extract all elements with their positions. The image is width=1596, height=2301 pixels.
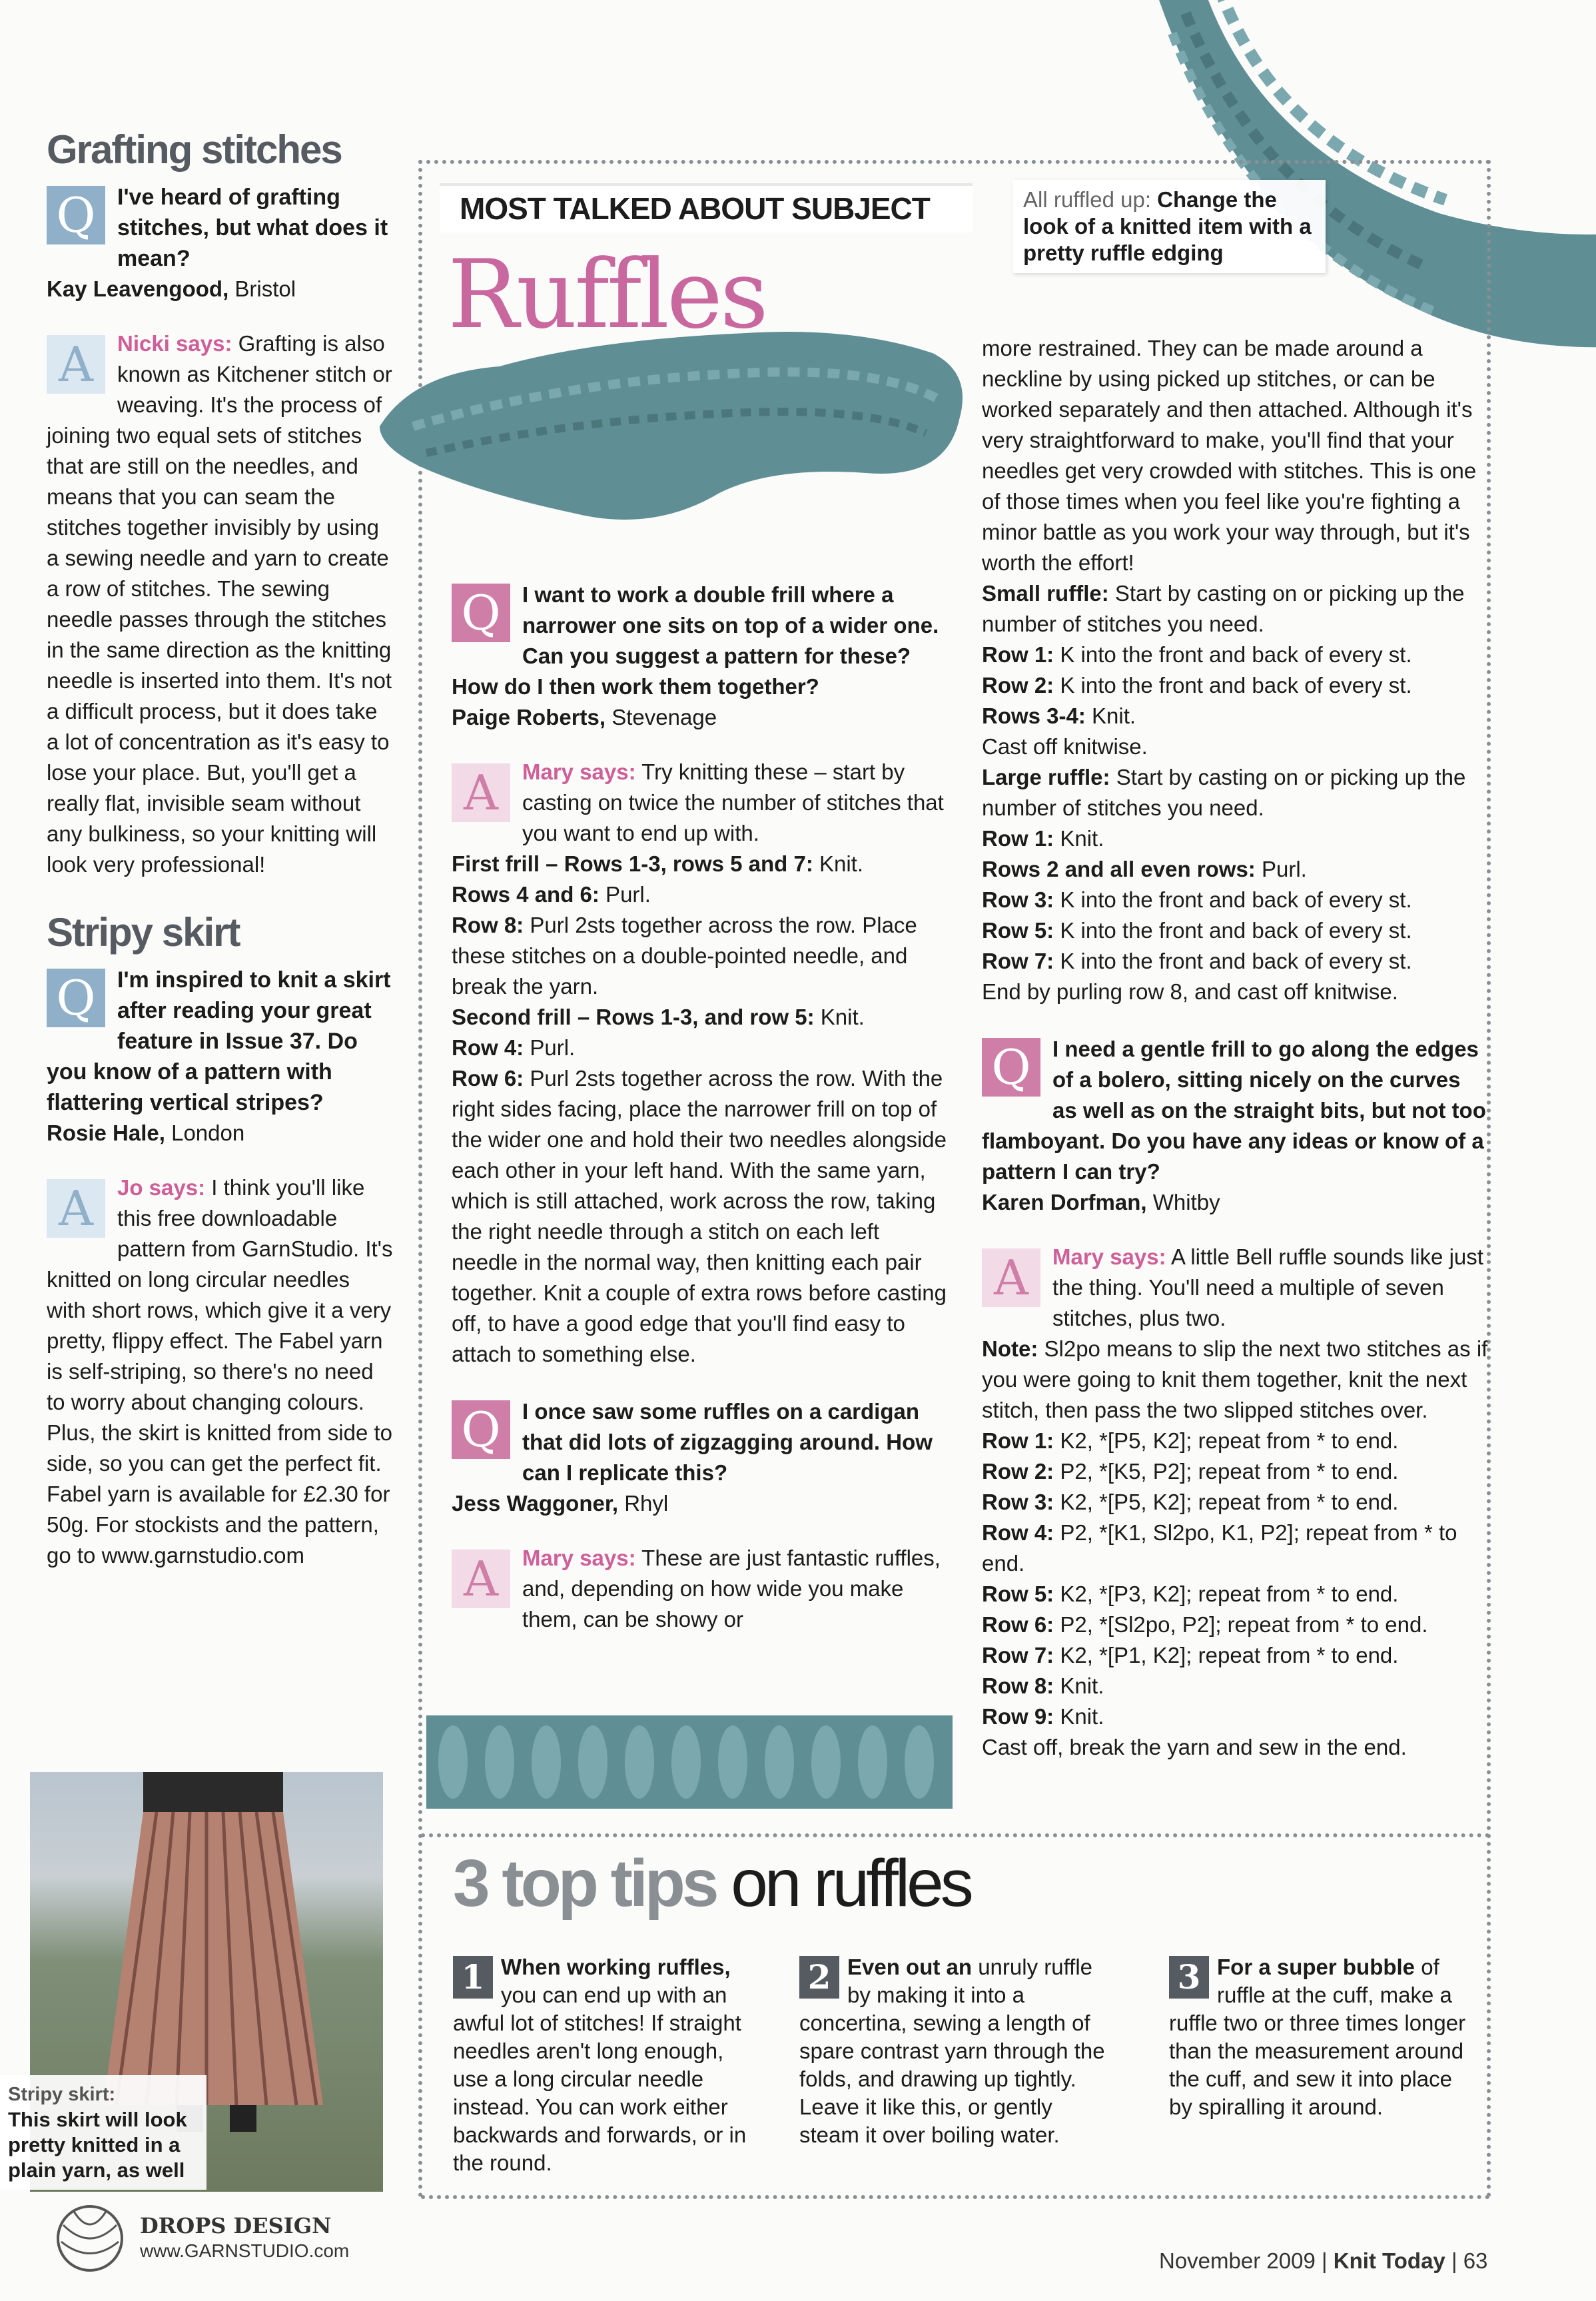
- instruction-text: K2, *[P3, K2]; repeat from * to end.: [1054, 1582, 1399, 1606]
- q2-instruction-line: [982, 670, 1488, 701]
- q2-instruction-line: [982, 885, 1488, 915]
- logo-url[interactable]: www.GARNSTUDIO.com: [140, 2240, 350, 2261]
- instruction-text: K into the front and back of every st.: [1054, 918, 1412, 943]
- q3-answer: A little Bell ruffle sounds like just the thing. You'll need a multiple of seven stitches, plus two.: [1052, 1244, 1483, 1330]
- q2-instruction-line: [982, 854, 1488, 885]
- tip-3-bold: For a super bubble: [1217, 1955, 1415, 1979]
- tips-title: [453, 1845, 971, 1922]
- skirt-section: [47, 909, 393, 1571]
- grafting-answer-by: Nicki says:: [117, 331, 232, 356]
- skirt-answer: I think you'll like this free downloadable pattern from GarnStudio. It's knitted on long circular needles with short rows, which give it a very pretty, flippy effect. The Fabel yarn is self-striping, so there's no need to worry about changing colours. Plus, the skirt is knitted from side to side, so you can get the perfect fit. Fabel yarn is available for £2.30 for 50g. For stockists and the pattern, go to www.garnstudio.com: [47, 1175, 393, 1568]
- q1-instruction-line: [452, 1033, 951, 1063]
- logo-name: DROPS DESIGN: [140, 2213, 332, 2238]
- skirt-question-block: [47, 965, 393, 1149]
- q3-instructions: [982, 1334, 1488, 1763]
- instruction-label: Row 1:: [982, 826, 1054, 851]
- footer-magazine: Knit Today: [1333, 2248, 1445, 2273]
- q3-answer-by: Mary says:: [1052, 1244, 1166, 1269]
- q3-question: I need a gentle frill to go along the edges of a bolero, sitting nicely on the curves as well as on the straight bits, but not too flamboyant. Do you have any ideas or know of a pattern I can try?: [982, 1037, 1486, 1184]
- q2-instructions: [982, 578, 1488, 1007]
- instruction-label: Row 4:: [452, 1035, 524, 1060]
- skirt-caption-head: Stripy skirt:: [8, 2084, 116, 2105]
- instruction-label: Large ruffle:: [982, 765, 1110, 789]
- q3-instruction-line: [982, 1518, 1488, 1579]
- q3-instruction-line: [982, 1579, 1488, 1610]
- instruction-label: Row 5:: [982, 918, 1054, 943]
- ruffle-caption-head: All ruffled up:: [1023, 187, 1152, 212]
- q2-answer-by: Mary says:: [522, 1546, 636, 1570]
- q1-instruction-line: [452, 910, 951, 1002]
- instruction-text: K2, *[P5, K2]; repeat from * to end.: [1054, 1428, 1399, 1453]
- tip-3-text: of ruffle at the cuff, make a ruffle two or three times longer than the measurement around the cuff, and sew it into place by spiralling it around.: [1169, 1955, 1466, 2119]
- q3-instruction-line: [982, 1487, 1488, 1518]
- tip-2-bold: Even out an: [847, 1955, 973, 1979]
- q2-instruction-line: [982, 823, 1488, 854]
- instruction-text: Purl 2sts together across the row. With the right sides facing, place the narrower frill on top of the wider one and hold their two needles alongside each other in your left hand. With the same yarn, which is still attached, work across the row, taking the right needle through a stitch on each left needle in the normal way, then knitting each pair together. Knit a couple of extra rows before casting off, to have a good edge that you'll find easy to attach to something else.: [452, 1066, 947, 1366]
- instruction-label: Row 4:: [982, 1520, 1054, 1545]
- skirt-asker-name: Rosie Hale,: [47, 1121, 165, 1145]
- skirt-caption-body: This skirt will look pretty knitted in a plain yarn, as well: [8, 2108, 187, 2182]
- q1-instruction-line: [452, 1063, 951, 1370]
- q2-instruction-line: [982, 946, 1488, 977]
- instruction-text: K2, *[P5, K2]; repeat from * to end.: [1054, 1490, 1399, 1514]
- garn-yarn-ball-icon: [53, 2198, 127, 2278]
- right-column: [982, 333, 1488, 1763]
- q3-question-block: [982, 1034, 1488, 1218]
- drops-design-logo: [53, 2192, 373, 2285]
- instruction-label: Row 1:: [982, 642, 1054, 667]
- q1-instructions: [452, 849, 951, 1370]
- q2-instruction-line: [982, 640, 1488, 670]
- instruction-label: Row 7:: [982, 949, 1054, 973]
- q3-asker-place: Whitby: [1146, 1190, 1220, 1214]
- q3-instruction-line: [982, 1426, 1488, 1456]
- instruction-label: Row 2:: [982, 673, 1054, 697]
- q2-answer: These are just fantastic ruffles, and, depending on how wide you make them, can be showy or: [522, 1546, 941, 1631]
- skirt-asker-place: London: [165, 1121, 245, 1145]
- tip-2: [799, 1953, 1106, 2149]
- tips-divider: [421, 1833, 1490, 1837]
- instruction-text: P2, *[K1, Sl2po, K1, P2]; repeat from * to end.: [982, 1520, 1457, 1576]
- instruction-text: Purl.: [599, 882, 651, 907]
- q2-instruction-line: [982, 578, 1488, 640]
- instruction-text: Knit.: [814, 1005, 865, 1029]
- q2-question: I once saw some ruffles on a cardigan that did lots of zigzagging around. How can I replicate this?: [522, 1399, 933, 1485]
- tip-1-text: you can end up with an awful lot of stitches! If straight needles aren't long enough, use a long circular needle instead. You can work either backwards and forwards, or in the round.: [453, 1983, 747, 2175]
- instruction-label: Small ruffle:: [982, 581, 1109, 606]
- question-q-icon: Q: [47, 186, 105, 244]
- instruction-text: K into the front and back of every st.: [1054, 887, 1412, 912]
- q2-question-block: [452, 1396, 951, 1519]
- q1-answer: Try knitting these – start by casting on twice the number of stitches that you want to end up with.: [522, 759, 944, 845]
- page-title: Ruffles: [448, 240, 766, 350]
- instruction-text: Start by casting on or picking up the number of stitches you need.: [982, 765, 1466, 820]
- instruction-label: Rows 4 and 6:: [452, 882, 599, 907]
- instruction-label: Second frill – Rows 1-3, and row 5:: [452, 1005, 815, 1029]
- q1-instruction-line: [452, 849, 951, 879]
- subject-banner-text: MOST TALKED ABOUT SUBJECT: [460, 191, 930, 226]
- ruffle-photo-caption: [1012, 180, 1326, 273]
- instruction-text: Cast off, break the yarn and sew in the end.: [982, 1735, 1407, 1759]
- instruction-label: Row 6:: [982, 1612, 1054, 1637]
- instruction-text: K into the front and back of every st.: [1054, 642, 1412, 667]
- question-q-icon: Q: [47, 969, 105, 1027]
- q2-instruction-line: [982, 731, 1488, 762]
- grafting-asker-place: Bristol: [228, 276, 296, 301]
- q1-question: I want to work a double frill where a narrower one sits on top of a wider one. Can you suggest a pattern for these? How do I then work them together?: [452, 582, 939, 699]
- grafting-question: I've heard of grafting stitches, but what does it mean?: [117, 185, 388, 271]
- q2-instruction-line: [982, 701, 1488, 731]
- tips-title-grey: 3 top tips: [453, 1846, 716, 1921]
- middle-column: [452, 580, 951, 1635]
- skirt-photo-caption: [0, 2075, 206, 2190]
- tip-1: [453, 1953, 759, 2177]
- instruction-text: K into the front and back of every st.: [1054, 673, 1412, 697]
- grafting-section: [47, 127, 393, 880]
- q3-instruction-line: [982, 1610, 1488, 1640]
- answer-a-icon: A: [452, 1550, 510, 1608]
- q2-instruction-line: [982, 762, 1488, 823]
- tips-bottom-border: [421, 2195, 1490, 2199]
- page-footer: November 2009 | Knit Today | 63: [1159, 2248, 1488, 2273]
- question-q-icon: Q: [452, 1400, 510, 1459]
- answer-a-icon: A: [452, 763, 510, 822]
- tips-title-dark: on ruffles: [715, 1846, 971, 1921]
- instruction-label: Row 1:: [982, 1428, 1054, 1453]
- answer-a-icon: A: [47, 1179, 105, 1238]
- instruction-label: Row 2:: [982, 1459, 1054, 1484]
- instruction-label: First frill – Rows 1-3, rows 5 and 7:: [452, 851, 813, 876]
- tip-1-bold: When working ruffles,: [501, 1955, 731, 1979]
- q1-answer-by: Mary says:: [522, 759, 636, 784]
- instruction-text: Knit.: [1085, 703, 1136, 728]
- instruction-text: Purl.: [1255, 857, 1307, 881]
- q3-instruction-line: [982, 1671, 1488, 1701]
- q2-answer-continued: more restrained. They can be made around a neckline by using picked up stitches, or can be worked separately and then attached. Although it's very straightforward to make, you'll find that your needles get very crowded with stitches. This is one of those times when you feel like you're fighting a minor battle as you work your way through, but it's worth the effort!: [982, 336, 1477, 575]
- instruction-text: Purl 2sts together across the row. Place these stitches on a double-pointed needle, and break the yarn.: [452, 913, 917, 999]
- skirt-answer-block: [47, 1172, 393, 1571]
- q2-answer-block: [452, 1543, 951, 1635]
- instruction-text: Knit.: [1054, 1673, 1104, 1698]
- grafting-title: Grafting stitches: [47, 127, 342, 172]
- q1-instruction-line: [452, 879, 951, 910]
- instruction-text: Cast off knitwise.: [982, 734, 1148, 759]
- instruction-label: Row 6:: [452, 1066, 524, 1091]
- q2-asker-name: Jess Waggoner,: [452, 1491, 619, 1516]
- instruction-text: End by purling row 8, and cast off knitwise.: [982, 979, 1398, 1004]
- grafting-answer-block: [47, 328, 393, 880]
- q3-instruction-line: [982, 1640, 1488, 1671]
- instruction-label: Row 8:: [452, 913, 524, 937]
- q2-asker-place: Rhyl: [618, 1491, 669, 1516]
- footer-page-number: 63: [1463, 2248, 1488, 2273]
- instruction-text: Sl2po means to slip the next two stitches as if you were going to knit them together, knit the next stitch, then pass the two slipped stitches over.: [982, 1336, 1488, 1422]
- instruction-text: K into the front and back of every st.: [1054, 949, 1412, 973]
- instruction-label: Row 5:: [982, 1582, 1054, 1606]
- q3-instruction-line: [982, 1334, 1488, 1426]
- grafting-question-block: [47, 182, 393, 304]
- tip-number-badge: 1: [453, 1956, 493, 1999]
- skirt-question: I'm inspired to knit a skirt after reading your great feature in Issue 37. Do you know of a pattern with flattering vertical stripes?: [47, 967, 391, 1115]
- footer-date: November 2009: [1159, 2248, 1316, 2273]
- ruffle-caption-body: Change the look of a knitted item with a pretty ruffle edging: [1023, 187, 1312, 265]
- q2-instruction-line: [982, 977, 1488, 1007]
- q2-instruction-line: [982, 915, 1488, 946]
- instruction-text: Knit.: [1054, 826, 1104, 851]
- instruction-label: Rows 2 and all even rows:: [982, 857, 1256, 881]
- q1-question-block: [452, 580, 951, 733]
- instruction-label: Row 9:: [982, 1704, 1054, 1729]
- q1-answer-block: [452, 757, 951, 1370]
- instruction-text: Purl.: [524, 1035, 576, 1060]
- skirt-answer-by: Jo says:: [117, 1175, 206, 1200]
- instruction-text: P2, *[Sl2po, P2]; repeat from * to end.: [1054, 1612, 1428, 1637]
- q3-asker-name: Karen Dorfman,: [982, 1190, 1147, 1214]
- q3-instruction-line: [982, 1732, 1488, 1763]
- instruction-label: Rows 3-4:: [982, 703, 1086, 728]
- q1-instruction-line: [452, 1002, 951, 1033]
- tip-2-text: unruly ruffle by making it into a concertina, sewing a length of spare contrast yarn through the folds, and drawing up tightly. Leave it like this, or gently steam it over boiling water.: [799, 1955, 1105, 2147]
- tip-number-badge: 3: [1169, 1956, 1209, 1999]
- left-column: [47, 127, 393, 1594]
- answer-a-icon: A: [982, 1248, 1040, 1307]
- instruction-text: Knit.: [813, 851, 864, 876]
- instruction-text: P2, *[K5, P2]; repeat from * to end.: [1054, 1459, 1399, 1484]
- tip-3: [1169, 1953, 1475, 2121]
- instruction-text: K2, *[P1, K2]; repeat from * to end.: [1054, 1643, 1399, 1667]
- instruction-text: Start by casting on or picking up the number of stitches you need.: [982, 581, 1465, 636]
- knitted-collar-image: [373, 313, 973, 566]
- question-q-icon: Q: [982, 1038, 1040, 1097]
- q1-asker-place: Stevenage: [605, 705, 717, 729]
- instruction-label: Row 3:: [982, 1490, 1054, 1514]
- tip-number-badge: 2: [799, 1956, 839, 1999]
- skirt-title: Stripy skirt: [47, 910, 240, 955]
- q1-asker-name: Paige Roberts,: [452, 705, 606, 729]
- question-q-icon: Q: [452, 584, 510, 642]
- knitted-ruffle-strip-image: [426, 1702, 953, 1819]
- instruction-label: Note:: [982, 1336, 1038, 1361]
- instruction-label: Row 3:: [982, 887, 1054, 912]
- grafting-answer: Grafting is also known as Kitchener stitch or weaving. It's the process of joining two equal sets of stitches that are still on the needles, and means that you can seam the stitches together invisibly by using a sewing needle and yarn to create a row of stitches. The sewing needle passes through the stitches in the same direction as the knitting needle is inserted into them. It's not a difficult process, but it does take a lot of concentration as it's easy to lose your place. But, you'll get a really flat, invisible seam without any bulkiness, so your knitting will look very professional!: [47, 331, 392, 877]
- grafting-asker-name: Kay Leavengood,: [47, 276, 229, 301]
- answer-a-icon: A: [47, 335, 105, 394]
- q3-answer-block: [982, 1242, 1488, 1763]
- instruction-text: Knit.: [1054, 1704, 1104, 1729]
- q3-instruction-line: [982, 1701, 1488, 1732]
- instruction-label: Row 7:: [982, 1643, 1054, 1667]
- q3-instruction-line: [982, 1456, 1488, 1487]
- instruction-label: Row 8:: [982, 1673, 1054, 1698]
